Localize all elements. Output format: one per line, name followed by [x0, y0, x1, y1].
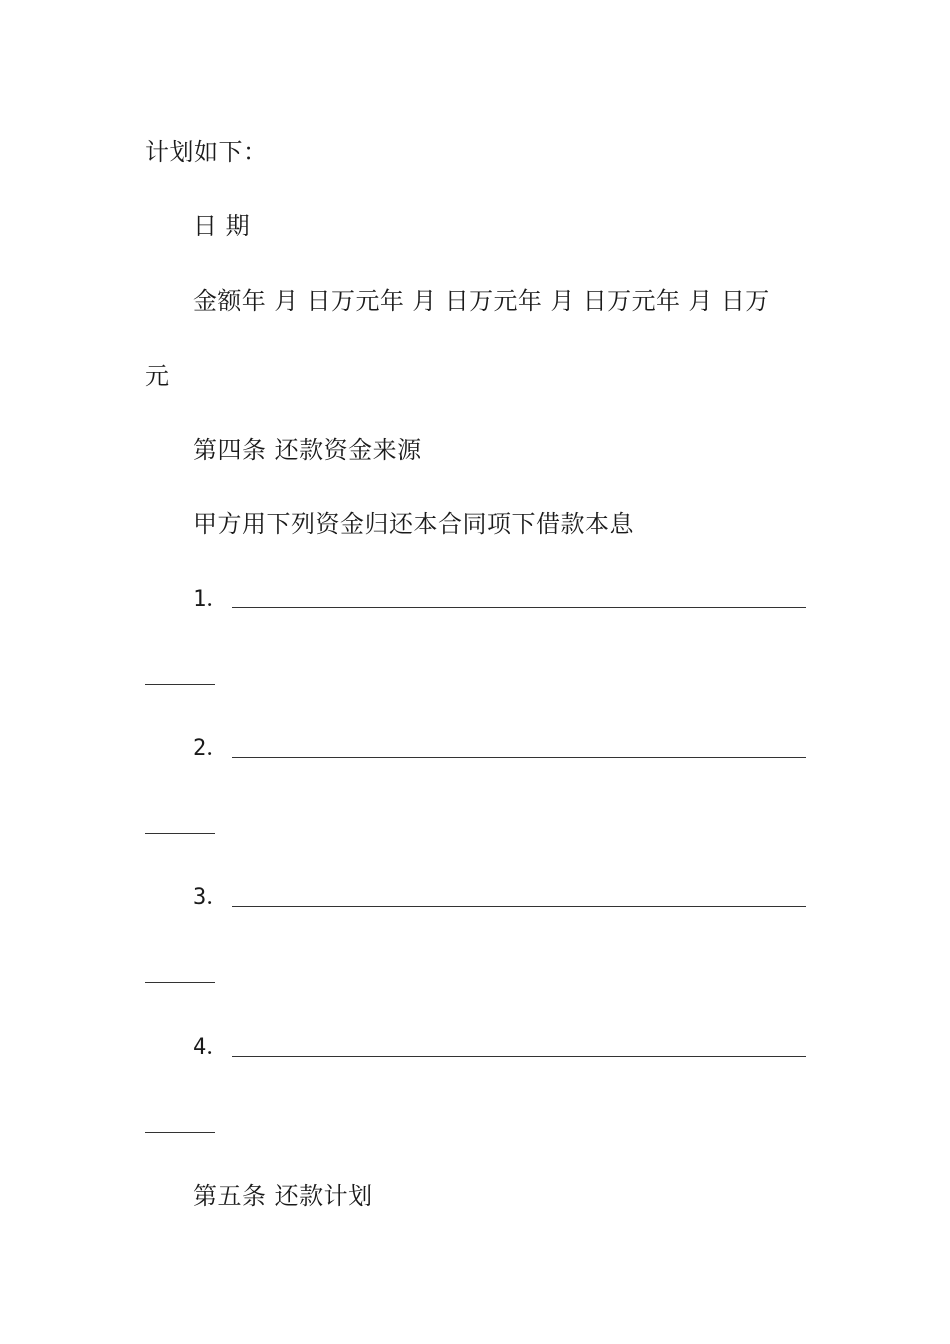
fill-in-blank — [232, 906, 806, 907]
article-4-title: 第四条 还款资金来源 — [193, 436, 422, 464]
fill-in-blank-continuation — [145, 1132, 215, 1133]
amount-row: 金额年 月 日万元年 月 日万元年 月 日万元年 月 日万 — [193, 287, 770, 315]
article-5-title: 第五条 还款计划 — [193, 1182, 373, 1210]
item-number: 4． — [193, 1035, 229, 1060]
date-label: 日 期 — [193, 212, 251, 240]
fill-in-blank — [232, 1056, 806, 1057]
intro-text: 计划如下： — [145, 138, 268, 166]
fill-in-blank — [232, 607, 806, 608]
fill-in-blank-continuation — [145, 684, 215, 685]
fill-in-blank — [232, 757, 806, 758]
item-number: 3． — [193, 885, 229, 910]
item-number: 1． — [193, 587, 229, 612]
article-4-text: 甲方用下列资金归还本合同项下借款本息 — [193, 510, 634, 538]
fill-in-blank-continuation — [145, 833, 215, 834]
fill-in-blank-continuation — [145, 982, 215, 983]
item-number: 2． — [193, 736, 229, 761]
amount-row-continuation: 元 — [145, 362, 170, 390]
